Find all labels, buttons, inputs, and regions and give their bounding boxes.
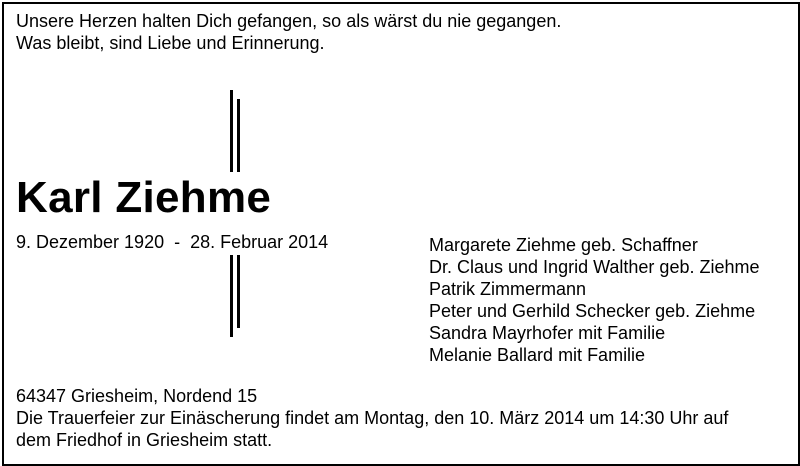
mourner-entry: Dr. Claus und Ingrid Walther geb. Ziehme [429, 257, 760, 277]
mourner-entry: Melanie Ballard mit Familie [429, 345, 646, 365]
mourner-entry: Patrik Zimmermann [429, 279, 587, 299]
mourners-list [429, 234, 760, 366]
address: 64347 Griesheim, Nordend 15 [16, 386, 258, 406]
deceased-name: Karl Ziehme [16, 173, 272, 222]
quote-line-2: Was bleibt, sind Liebe und Erinnerung. [16, 33, 325, 53]
cross-lower-bar-right [237, 255, 240, 328]
memorial-quote [16, 10, 561, 54]
life-dates [16, 231, 328, 253]
cross-lower-bar-left [230, 255, 233, 337]
quote-line-1: Unsere Herzen halten Dich gefangen, so als wärst du nie gegangen. [16, 11, 562, 31]
funeral-info [16, 385, 728, 451]
mourner-entry: Margarete Ziehme geb. Schaffner [429, 235, 698, 255]
death-date: 28. Februar 2014 [190, 232, 329, 252]
ceremony-line-2: dem Friedhof in Griesheim statt. [16, 430, 273, 450]
cross-upper-bar-right [237, 99, 240, 172]
mourner-entry: Sandra Mayrhofer mit Familie [429, 323, 666, 343]
cross-upper-bar-left [230, 90, 233, 172]
birth-date: 9. Dezember 1920 [16, 232, 165, 252]
ceremony-line-1: Die Trauerfeier zur Einäscherung findet am Montag, den 10. März 2014 um 14:30 Uhr auf [16, 408, 729, 428]
date-separator: - [174, 232, 181, 252]
mourner-entry: Peter und Gerhild Schecker geb. Ziehme [429, 301, 756, 321]
